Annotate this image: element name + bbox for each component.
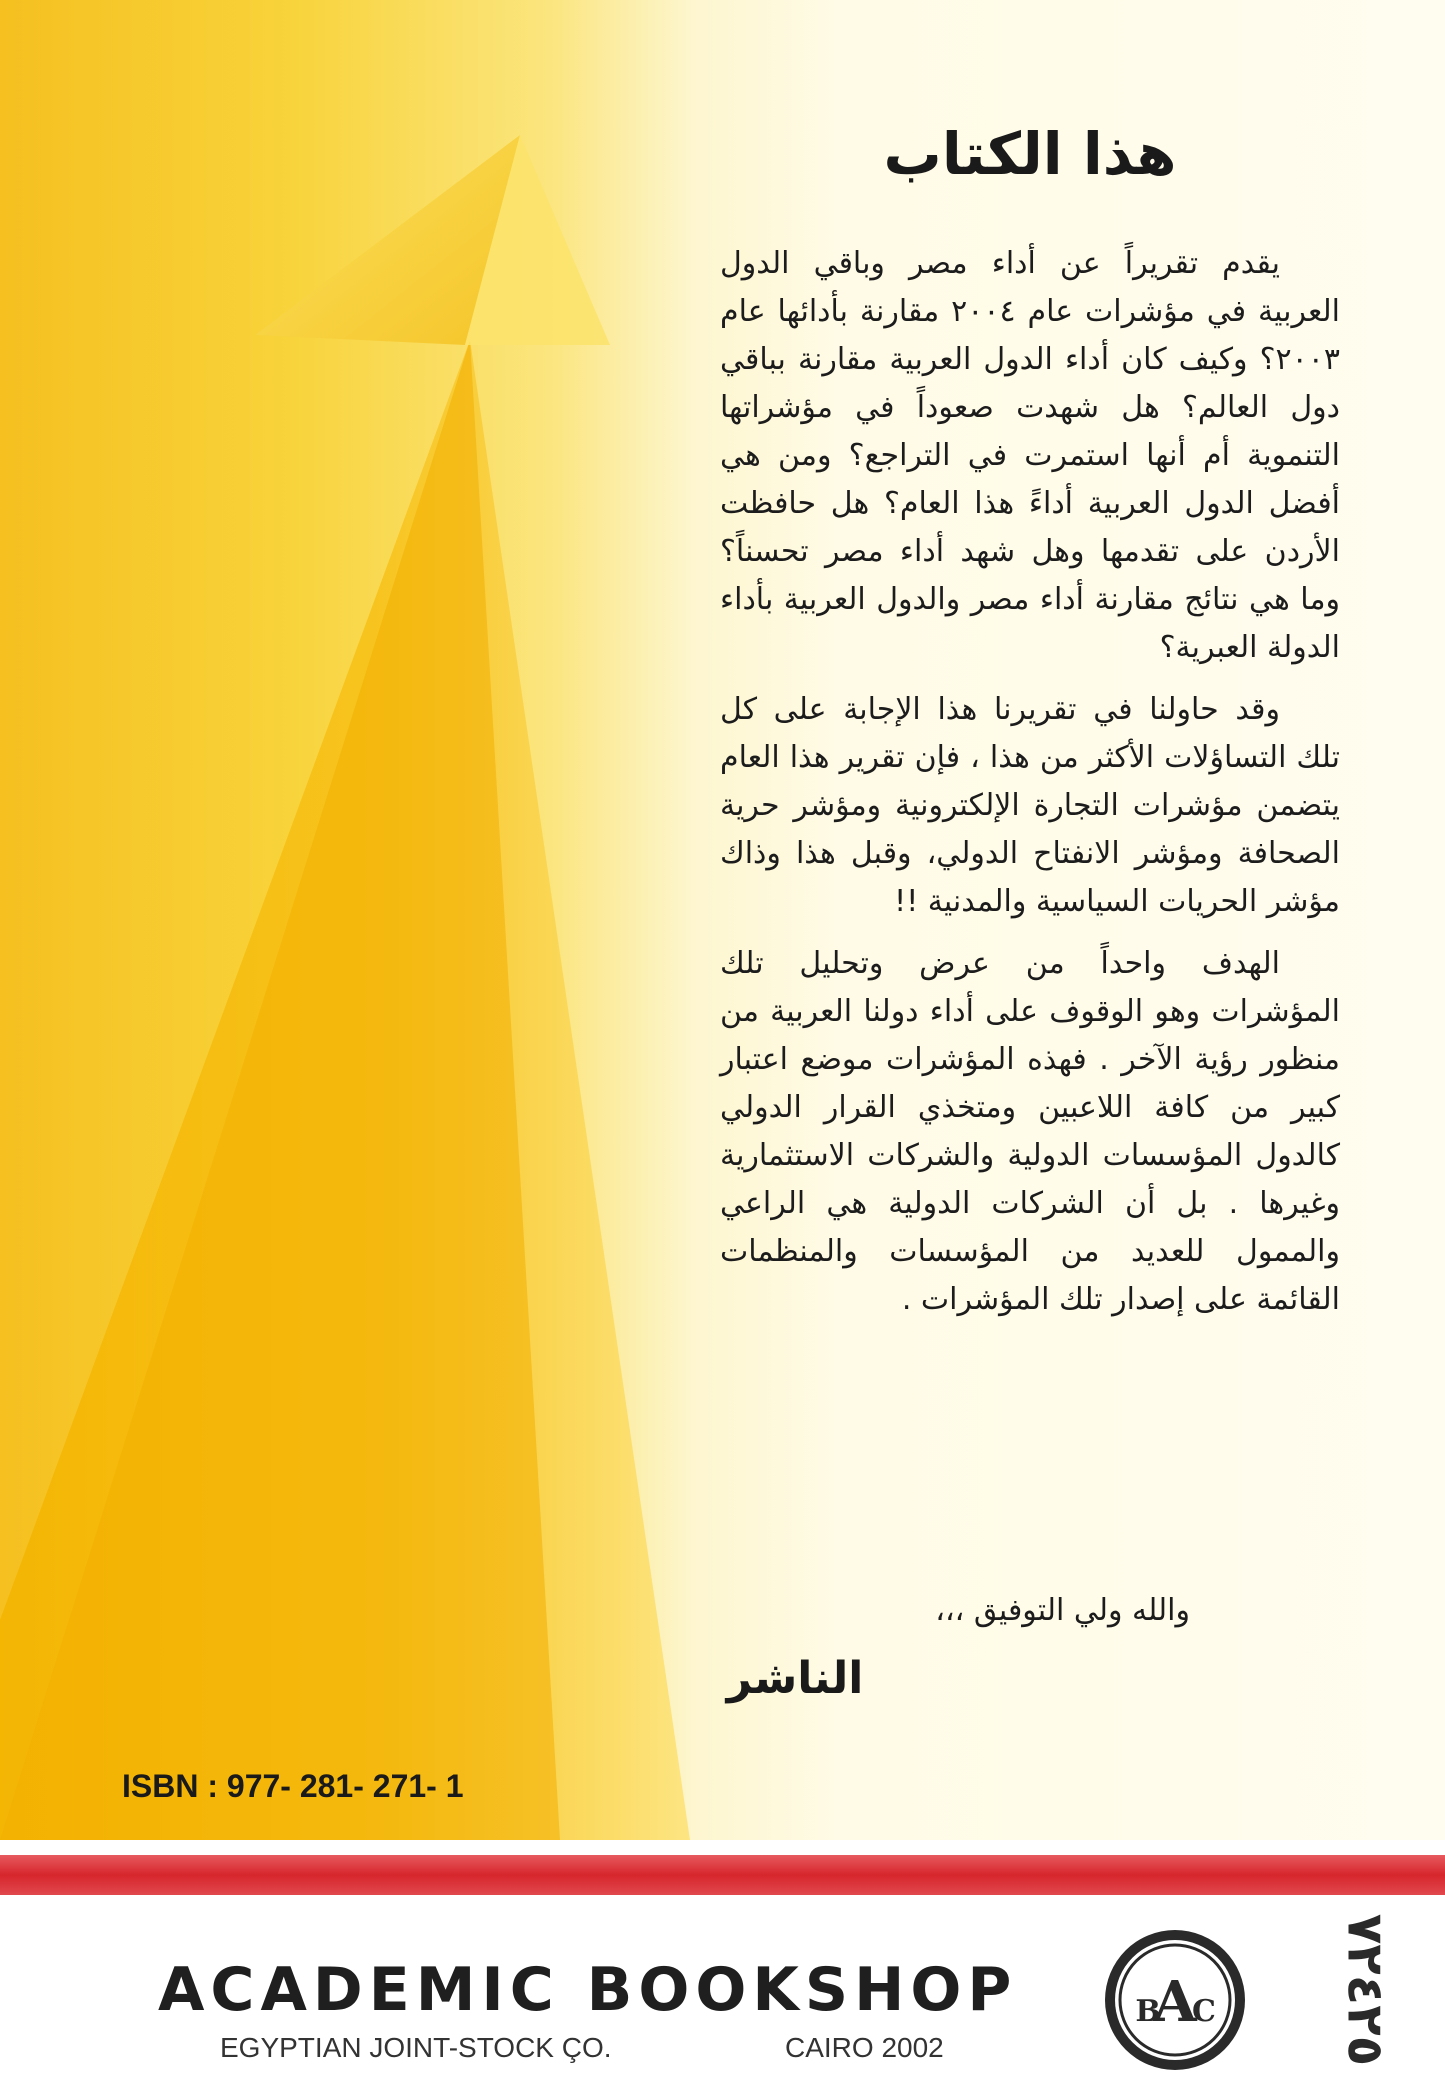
red-stripe-divider (0, 1855, 1445, 1895)
paragraph-1: يقدم تقريراً عن أداء مصر وباقي الدول العربية في مؤشرات عام ٢٠٠٤ مقارنة بأدائها عام ٢٠٠٣؟ وكيف كان أداء الدول العربية مقارنة بباقي دول العالم؟ هل شهدت صعوداً في مؤشراتها التنموية أم أنها استمرت في التراجع؟ ومن هي أفضل الدول العربية أداءً هذا العام؟ هل حافظت الأردن على تقدمها وهل شهد أداء مصر تحسناً؟ وما هي نتائج مقارنة أداء مصر والدول العربية بأداء الدولة العبرية؟ (720, 246, 1340, 665)
stock-number-text: ٧٢٤٢٥ (1336, 1913, 1394, 2067)
abc-logo-icon (1100, 1925, 1250, 2075)
isbn-number: ISBN : 977- 281- 271- 1 (122, 1768, 464, 1804)
paragraph-2: وقد حاولنا في تقريرنا هذا الإجابة على كل تلك التساؤلات الأكثر من هذا ، فإن تقرير هذا العام يتضمن مؤشرات التجارة الإلكترونية ومؤشر حرية الصحافة ومؤشر الانفتاح الدولي، وقبل هذا وذاك مؤشر الحريات السياسية والمدنية !! (720, 692, 1340, 919)
company-name: EGYPTIAN JOINT-STOCK ÇO. (220, 2032, 612, 2063)
page-title: هذا الكتاب (883, 120, 1177, 188)
svg-text:C: C (1192, 1994, 1216, 2029)
paragraph-3: الهدف واحداً من عرض وتحليل تلك المؤشرات وهو الوقوف على أداء دولنا العربية من منظور رؤية الآخر . فهذه المؤشرات موضع اعتبار كبير من كافة اللاعبين ومتخذي القرار الدولي كالدول المؤسسات الدولية والشركات الاستثمارية وغيرها . بل أن الشركات الدولية هي الراعي والممول للعديد من المؤسسات والمنظمات القائمة على إصدار تلك المؤشرات . (720, 946, 1340, 1317)
svg-text:A: A (1153, 1969, 1197, 2035)
svg-text:B: B (1135, 1994, 1161, 2029)
publisher-signature: الناشر (726, 1653, 864, 1704)
closing-line: والله ولي التوفيق ،،، (935, 1593, 1190, 1628)
city-year: CAIRO 2002 (785, 2032, 944, 2063)
description-text (720, 240, 1340, 1338)
bookshop-name: ACADEMIC BOOKSHOP (158, 1955, 1018, 2025)
stock-number (1300, 1905, 1430, 2075)
